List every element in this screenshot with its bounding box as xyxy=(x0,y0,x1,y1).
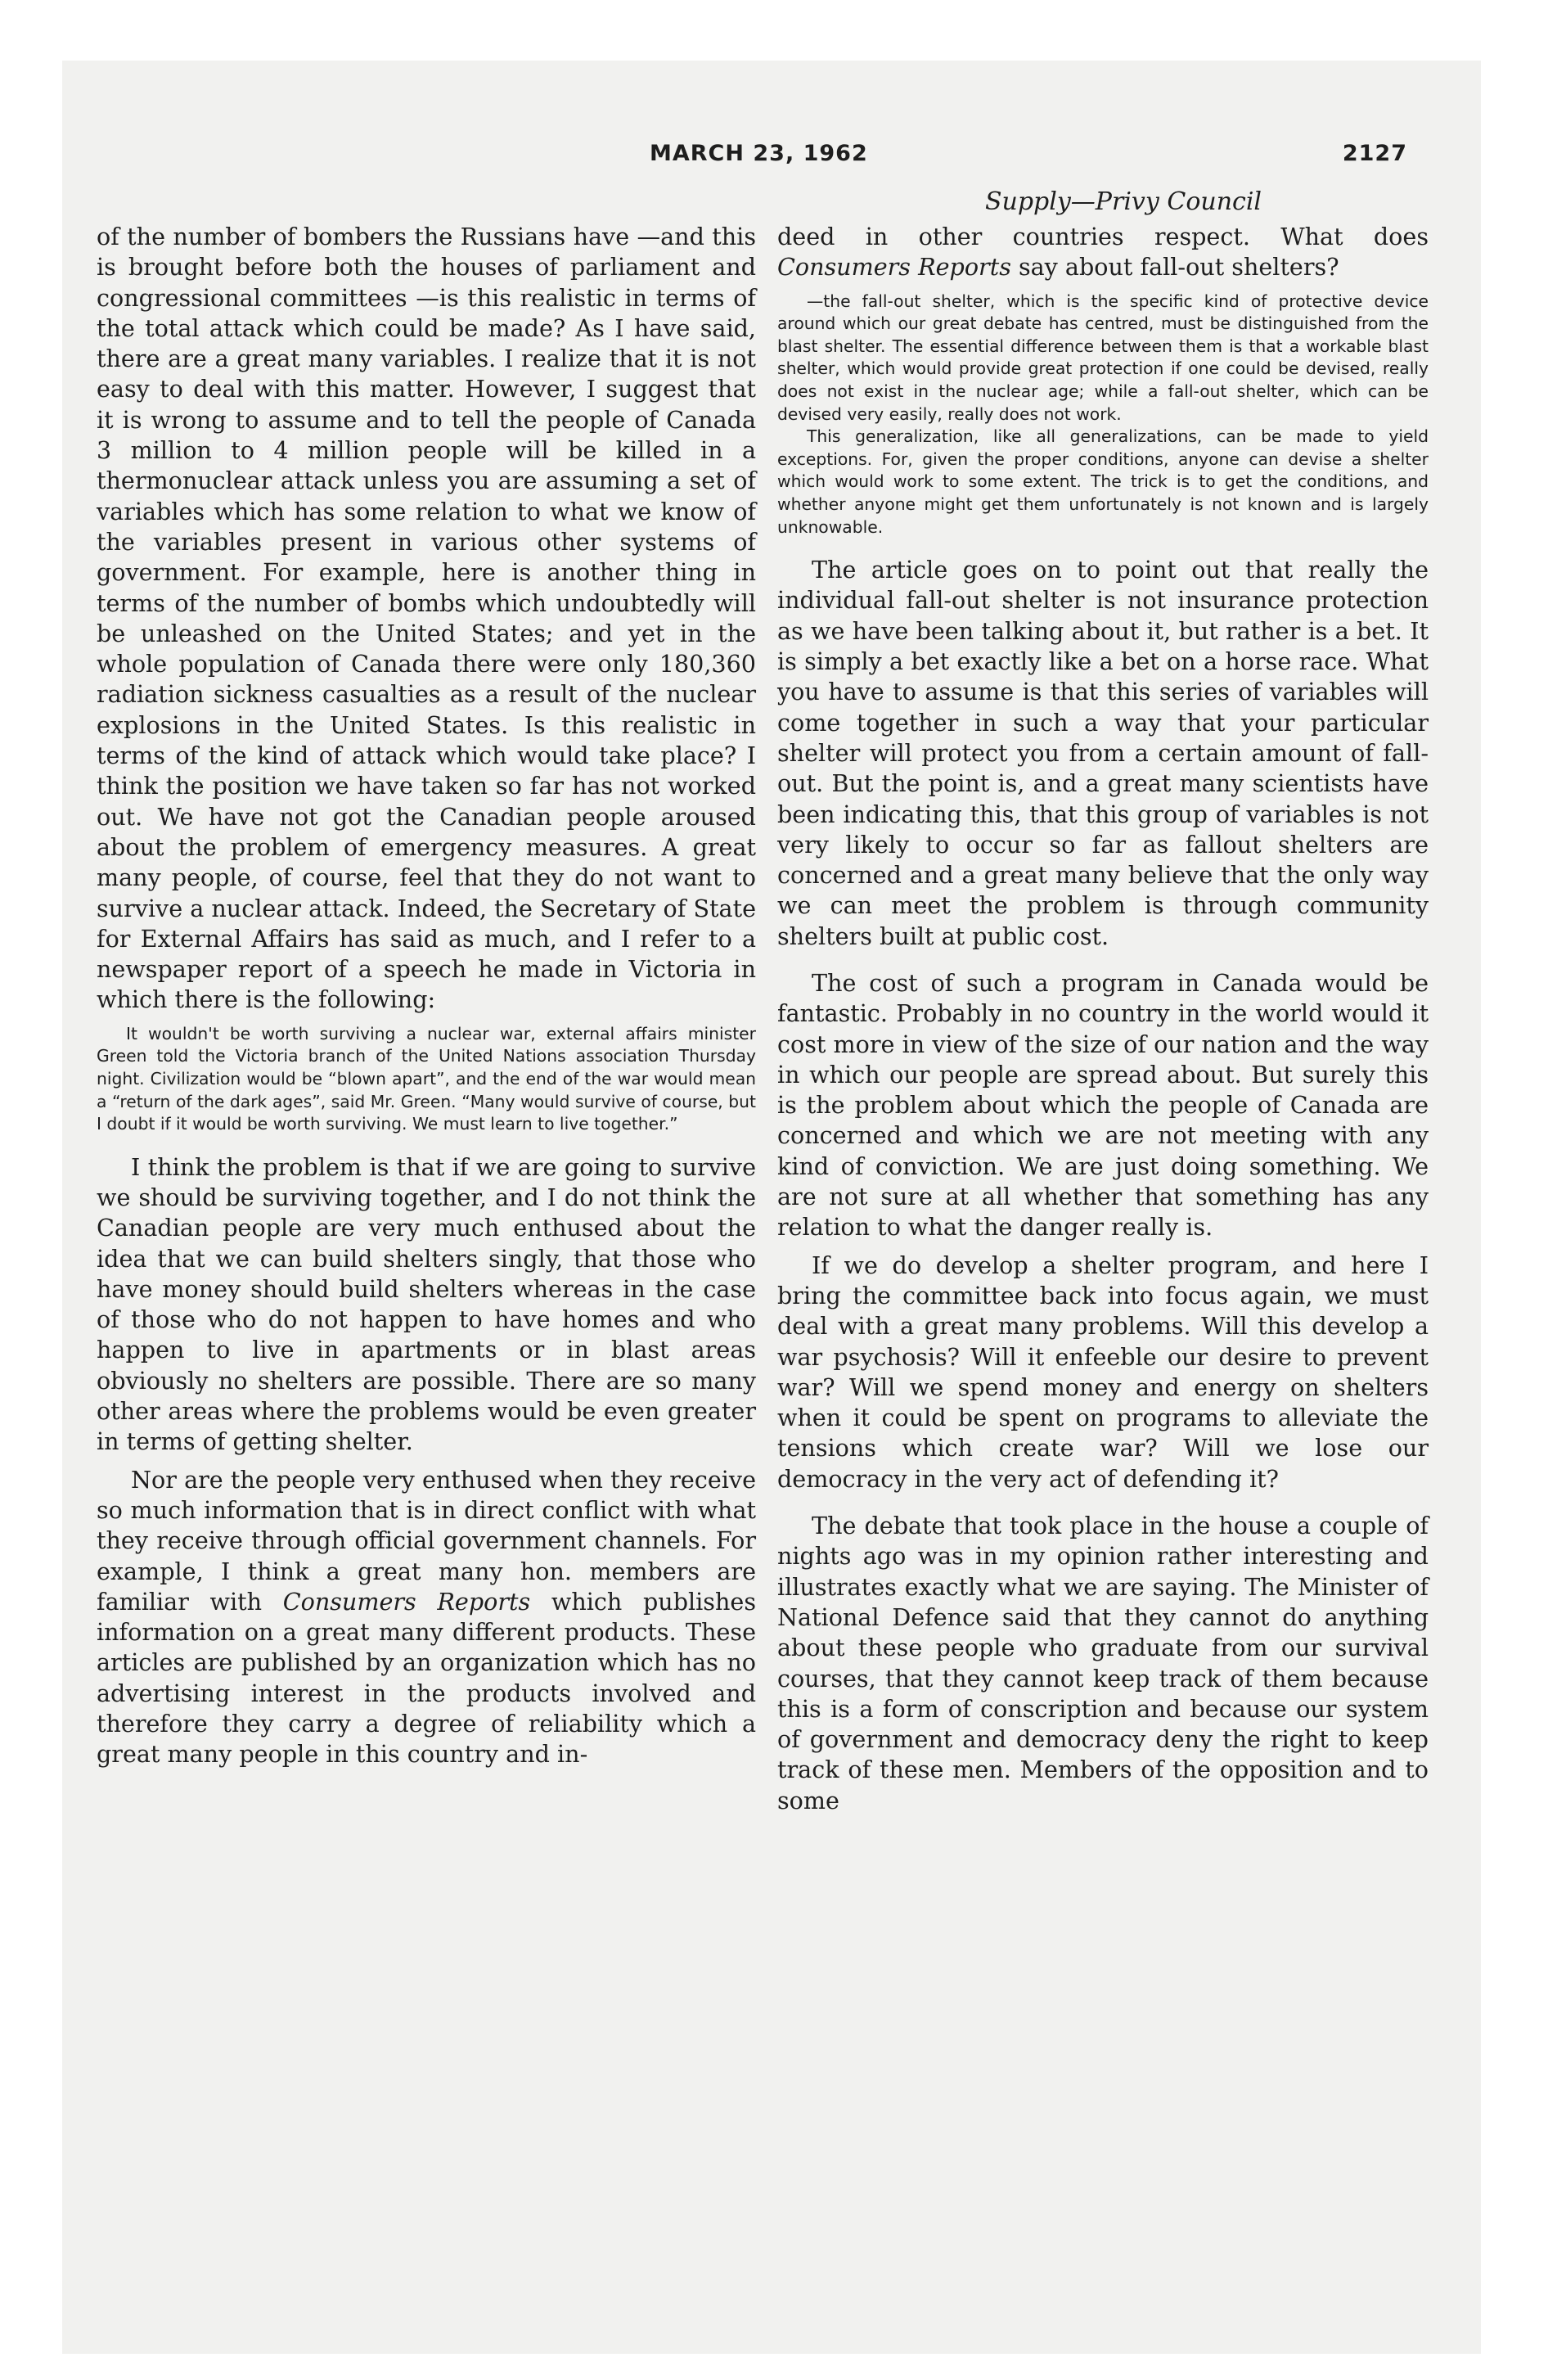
left-paragraph-2: I think the problem is that if we are going to survive we should be surviving together, and I do not think the Canadian people are very much enthused about the idea that we can build shelters singly, that those who have money should build shelters whereas in the case of those who do not happen to have homes and who happen to live in apartments or in blast areas obviously no shelters are possible. There are so many other areas where the problems would be even greater in terms of getting shelter. xyxy=(97,1152,756,1456)
right-p1-text-a: deed in other countries respect. What does xyxy=(777,223,1429,250)
right-paragraph-5: The debate that took place in the house a couple of nights ago was in my opinion rather interesting and illustrates exactly what we are saying. The Minister of National Defence said that they cannot do anything about these people who graduate from our survival courses, that they cannot keep track of them because this is a form of conscription and because our system of government and democracy deny the right to keep track of these men. Members of the opposition and to some xyxy=(777,1512,1429,1814)
left-column xyxy=(97,222,756,1770)
left-paragraph-3 xyxy=(97,1465,756,1770)
left-p3-text-b: which publishes information on a great many different products. These articles are published by an organization which has no advertising interest in the products involved and therefore they carry a degree of reliability which a great many people in this country and in- xyxy=(97,1587,756,1769)
consumers-reports-title: Consumers Reports xyxy=(777,253,1011,282)
header-date: MARCH 23, 1962 xyxy=(650,141,868,166)
consumers-reports-quote-1: —the fall-out shelter, which is the specific kind of protective device around which our great debate has centred, must be distinguished from the blast shelter. The essential difference between them is that a workable blast shelter, which would provide great protection if one could be devised, really does not exist in the nuclear age; while a fall-out shelter, which can be devised very easily, really does not work. xyxy=(777,291,1429,424)
right-paragraph-1 xyxy=(777,222,1429,283)
right-column xyxy=(777,222,1429,1816)
left-paragraph-1: of the number of bombers the Russians have —and this is brought before both the houses of parliament and congressional committees —is this realistic in terms of the total attack which could be made? As I have said, there are a great many variables. I realize that it is not easy to deal with this matter. However, I suggest that it is wrong to assume and to tell the people of Canada 3 million to 4 million people will be killed in a thermonuclear attack unless you are assuming a set of variables which has some relation to what we know of the variables present in various other systems of government. For example, here is another thing in terms of the number of bombs which undoubtedly will be unleashed on the United States; and yet in the whole population of Canada there were only 180,360 radiation sickness casualties as a result of the nuclear explosions in the United States. Is this realistic in terms of the kind of attack which would take place? I think the position we have taken so far has not worked out. We have not got the Canadian people aroused about the problem of emergency measures. A great many people, of course, feel that they do not want to survive a nuclear attack. Indeed, the Secretary of State for External Affairs has said as much, and I refer to a newspaper report of a speech he made in Victoria in which there is the following: xyxy=(97,223,756,1014)
right-paragraph-2: The article goes on to point out that really the individual fall-out shelter is not insurance protection as we have been talking about it, but rather is a bet. It is simply a bet exactly like a bet on a horse race. What you have to assume is that this series of variables will come together in such a way that your particular shelter will protect you from a certain amount of fall-out. But the point is, and a great many scientists have been indicating this, that this group of variables is not very likely to occur so far as fallout shelters are concerned and a great many believe that the only way we can meet the problem is through community shelters built at public cost. xyxy=(777,556,1429,950)
consumers-reports-title: Consumers Reports xyxy=(282,1587,531,1616)
page-number: 2127 xyxy=(1342,141,1407,166)
green-quotation: It wouldn't be worth surviving a nuclear war, external affairs minister Green told the Victoria branch of the United Nations association Thursday night. Civilization would be “blown apart”, and the end of the war would mean a “return of the dark ages”, said Mr. Green. “Many would survive of course, but I doubt if it would be worth surviving. We must learn to live together.” xyxy=(97,1023,756,1134)
section-title: Supply—Privy Council xyxy=(984,187,1262,216)
document-page xyxy=(62,61,1481,2354)
left-p3-text-a: Nor are the people very enthused when they receive so much information that is in direct conflict with what they receive through official government channels. For example, I think a great many hon. members are familiar with xyxy=(97,1465,756,1616)
right-p1-text-b: say about fall-out shelters? xyxy=(1010,253,1339,282)
right-paragraph-4: If we do develop a shelter program, and here I bring the committee back into focus again, we must deal with a great many problems. Will this develop a war psychosis? Will it enfeeble our desire to prevent war? Will we spend money and energy on shelters when it could be spent on programs to alleviate the tensions which create war? Will we lose our democracy in the very act of defending it? xyxy=(777,1251,1429,1493)
page-header xyxy=(62,141,1481,182)
consumers-reports-quote-2: This generalization, like all generalizations, can be made to yield exceptions. For, given the proper conditions, anyone can devise a shelter which would work to some extent. The trick is to get the conditions, and whether anyone might get them unfortunately is not known and is largely unknowable. xyxy=(777,426,1429,537)
right-paragraph-3: The cost of such a program in Canada would be fantastic. Probably in no country in the world would it cost more in view of the size of our nation and the way in which our people are spread about. But surely this is the problem about which the people of Canada are concerned and which we are not meeting with any kind of conviction. We are just doing something. We are not sure at all whether that something has any relation to what the danger really is. xyxy=(777,968,1429,1242)
